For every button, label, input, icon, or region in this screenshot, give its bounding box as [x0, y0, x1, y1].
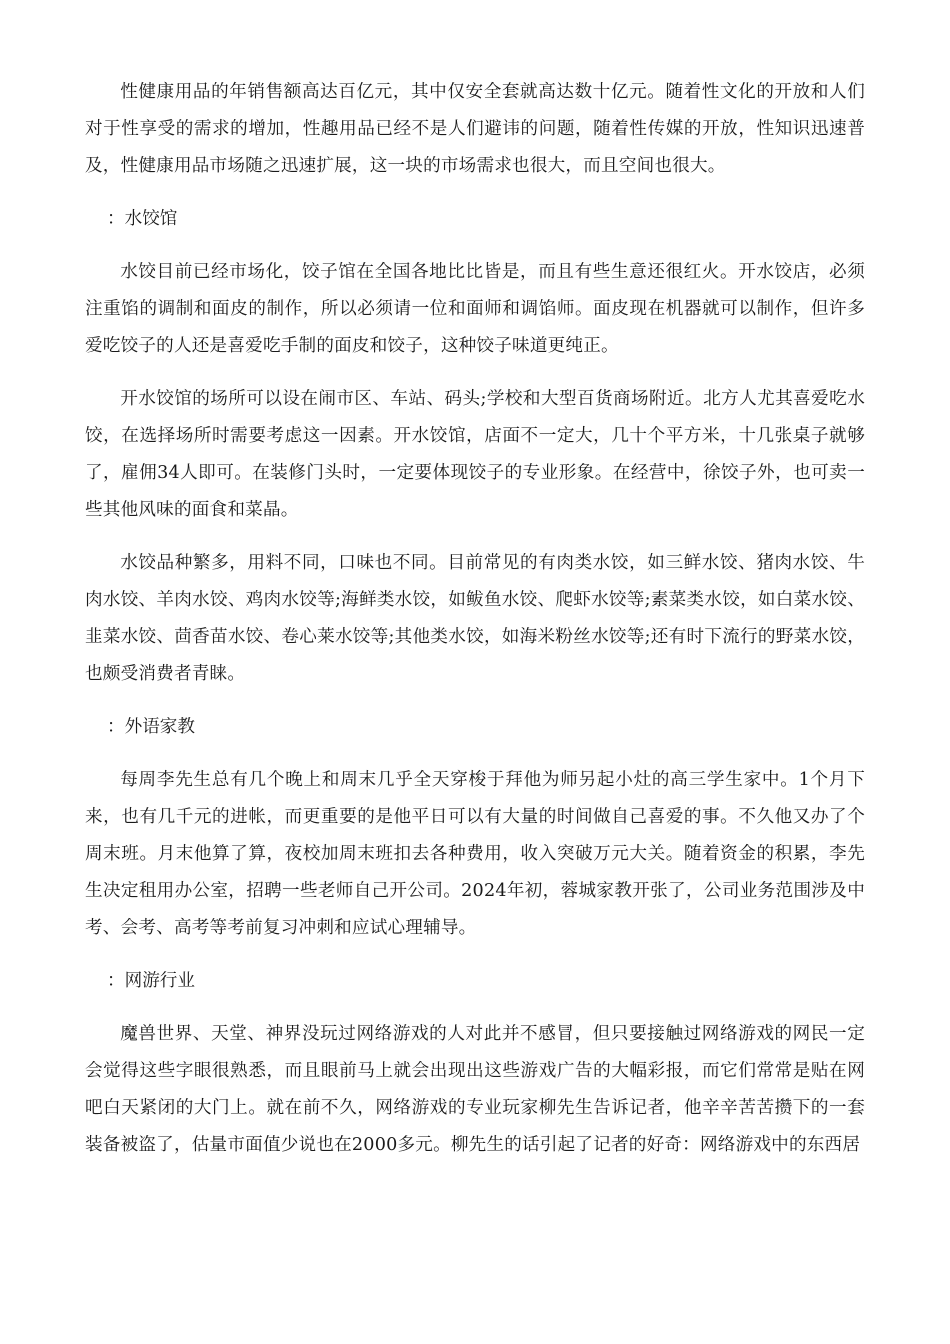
document-page [85, 74, 865, 1180]
paragraph-dumpling-location: 开水饺馆的场所可以设在闹市区、车站、码头;学校和大型百货商场附近。北方人尤其喜爱吃水饺，在选择场所时需要考虑这一因素。开水饺馆，店面不一定大，几十个平方米，十几张桌子就够了，雇佣34人即可。在装修门头时，一定要体现饺子的专业形象。在经营中，徐饺子外，也可卖一些其他风味的面食和菜晶。 [85, 389, 865, 520]
paragraph-dumpling-varieties: 水饺品种繁多，用料不同，口味也不同。目前常见的有肉类水饺，如三鲜水饺、猪肉水饺、牛肉水饺、羊肉水饺、鸡肉水饺等;海鲜类水饺，如鲅鱼水饺、爬虾水饺等;素菜类水饺，如白菜水饺、韭菜水饺、茴香苗水饺、卷心莱水饺等;其他类水饺，如海米粉丝水饺等;还有时下流行的野菜水饺，也颇受消费者青睐。 [85, 553, 865, 684]
paragraph-dumpling-intro: 水饺目前已经市场化，饺子馆在全国各地比比皆是，而且有些生意还很红火。开水饺店，必须注重馅的调制和面皮的制作，所以必须请一位和面师和调馅师。面皮现在机器就可以制作，但许多爱吃饺子的人还是喜爱吃手制的面皮和饺子，这种饺子味道更纯正。 [85, 262, 865, 356]
paragraph-tutoring-story: 每周李先生总有几个晚上和周末几乎全天穿梭于拜他为师另起小灶的高三学生家中。1个月下来，也有几千元的进帐，而更重要的是他平日可以有大量的时间做自己喜爱的事。不久他又办了个周末班。月末他算了算，夜校加周末班扣去各种费用，收入突破万元大关。随着资金的积累，李先生决定租用办公室，招聘一些老师自己开公司。2024年初，蓉城家教开张了，公司业务范围涉及中考、会考、高考等考前复习冲刺和应试心理辅导。 [85, 770, 865, 938]
paragraph-sex-health-market: 性健康用品的年销售额高达百亿元，其中仅安全套就高达数十亿元。随着性文化的开放和人们对于性享受的需求的增加，性趣用品已经不是人们避讳的问题，随着性传媒的开放，性知识迅速普及，性健康用品市场随之迅速扩展，这一块的市场需求也很大，而且空间也很大。 [85, 82, 865, 176]
section-heading-language-tutoring: ：外语家教 [107, 717, 195, 737]
section-heading-online-games: ：网游行业 [107, 971, 195, 991]
section-heading-dumpling-shop: ：水饺馆 [107, 209, 178, 229]
paragraph-online-games: 魔兽世界、天堂、神界没玩过网络游戏的人对此并不感冒，但只要接触过网络游戏的网民一定会觉得这些字眼很熟悉，而且眼前马上就会出现出这些游戏广告的大幅彩报，而它们常常是贴在网吧白天紧闭的大门上。就在前不久，网络游戏的专业玩家柳先生告诉记者，他辛辛苦苦攒下的一套装备被盗了，估量市面值少说也在2000多元。柳先生的话引起了记者的好奇：网络游戏中的东西居 [85, 1024, 865, 1155]
